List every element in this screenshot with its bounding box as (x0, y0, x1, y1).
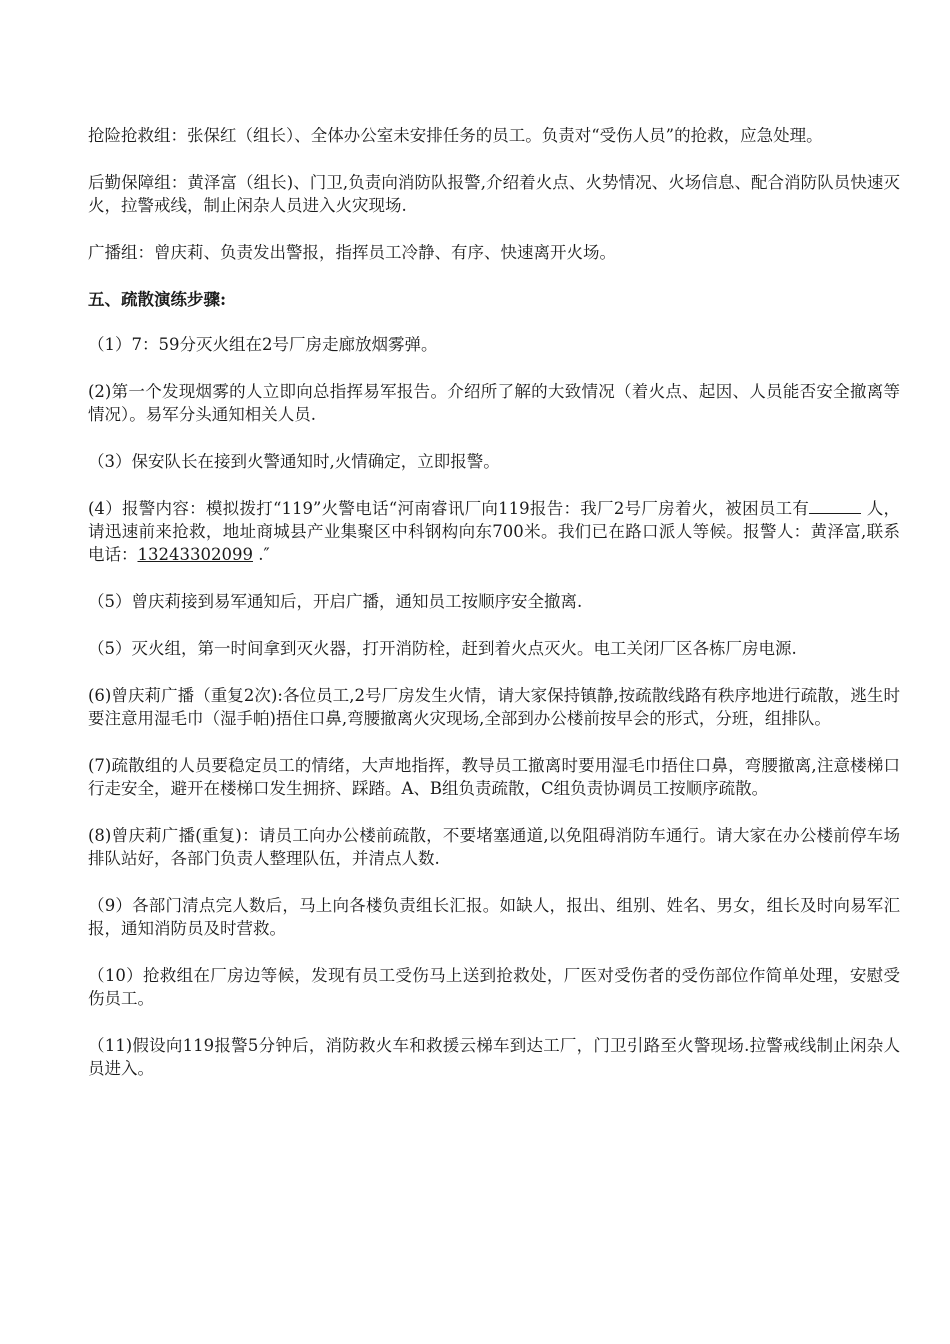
paragraph-logistics-group: 后勤保障组：黄泽富（组长)、门卫,负责向消防队报警,介绍着火点、火势情况、火场信息、配合消防队员快速灭火，拉警戒线，制止闲杂人员进入火灾现场. (88, 173, 900, 215)
step-1: （1）7：59分灭火组在2号厂房走廊放烟雾弹。 (88, 335, 438, 354)
phone-number: 13243302099 (137, 545, 253, 564)
step-4 (88, 497, 900, 566)
step-8: (8)曾庆莉广播(重复)：请员工向办公楼前疏散，不要堵塞通道,以免阻碍消防车通行。请大家在办公楼前停车场排队站好，各部门负责人整理队伍，并清点人数. (88, 826, 900, 868)
step-4-text-before: (4）报警内容：模拟拨打“119”火警电话“河南睿讯厂向119报告：我厂2号厂房着火，被困员工有 (88, 499, 810, 518)
paragraph-broadcast-group: 广播组：曾庆莉、负责发出警报，指挥员工冷静、有序、快速离开火场。 (88, 243, 616, 262)
step-2: (2)第一个发现烟雾的人立即向总指挥易军报告。介绍所了解的大致情况（着火点、起因、人员能否安全撤离等情况）。易军分头通知相关人员. (88, 382, 900, 424)
section-heading: 五、疏散演练步骤: (88, 290, 227, 309)
paragraph-rescue-group: 抢险抢救组：张保红（组长）、全体办公室未安排任务的员工。负责对“受伤人员”的抢救，应急处理。 (88, 126, 823, 145)
step-5b: （5）灭火组，第一时间拿到灭火器，打开消防栓，赶到着火点灭火。电工关闭厂区各栋厂房电源. (88, 639, 797, 658)
blank-fill-line (809, 499, 861, 514)
step-4-closing: .″ (252, 545, 270, 564)
step-5a: （5）曾庆莉接到易军通知后，开启广播，通知员工按顺序安全撤离. (88, 592, 583, 611)
step-9: （9）各部门清点完人数后，马上向各楼负责组长汇报。如缺人，报出、组别、姓名、男女，组长及时向易军汇报，通知消防员及时营救。 (88, 896, 900, 938)
step-11: （11)假设向119报警5分钟后，消防救火车和救援云梯车到达工厂，门卫引路至火警现场.拉警戒线制止闲杂人员进入。 (88, 1036, 900, 1078)
step-6: (6)曾庆莉广播（重复2次):各位员工,2号厂房发生火情，请大家保持镇静,按疏散线路有秩序地进行疏散，逃生时要注意用湿毛巾（湿手帕)捂住口鼻,弯腰撤离火灾现场,全部到办公楼前按早会的形式，分班，组排队。 (88, 686, 900, 728)
step-3: （3）保安队长在接到火警通知时,火情确定，立即报警。 (88, 452, 500, 471)
step-7: (7)疏散组的人员要稳定员工的情绪，大声地指挥，教导员工撤离时要用湿毛巾捂住口鼻，弯腰撤离,注意楼梯口行走安全，避开在楼梯口发生拥挤、踩踏。A、B组负责疏散，C组负责协调员工按顺序疏散。 (88, 756, 900, 798)
step-10: （10）抢救组在厂房边等候，发现有员工受伤马上送到抢救处，厂医对受伤者的受伤部位作简单处理，安慰受伤员工。 (88, 966, 900, 1008)
step-4-text-after: 人，请迅速前来抢救，地址商城县产业集聚区中科钢构向东700米。我们已在路口派人等候。报警人：黄泽富,联系电话： (88, 499, 900, 564)
